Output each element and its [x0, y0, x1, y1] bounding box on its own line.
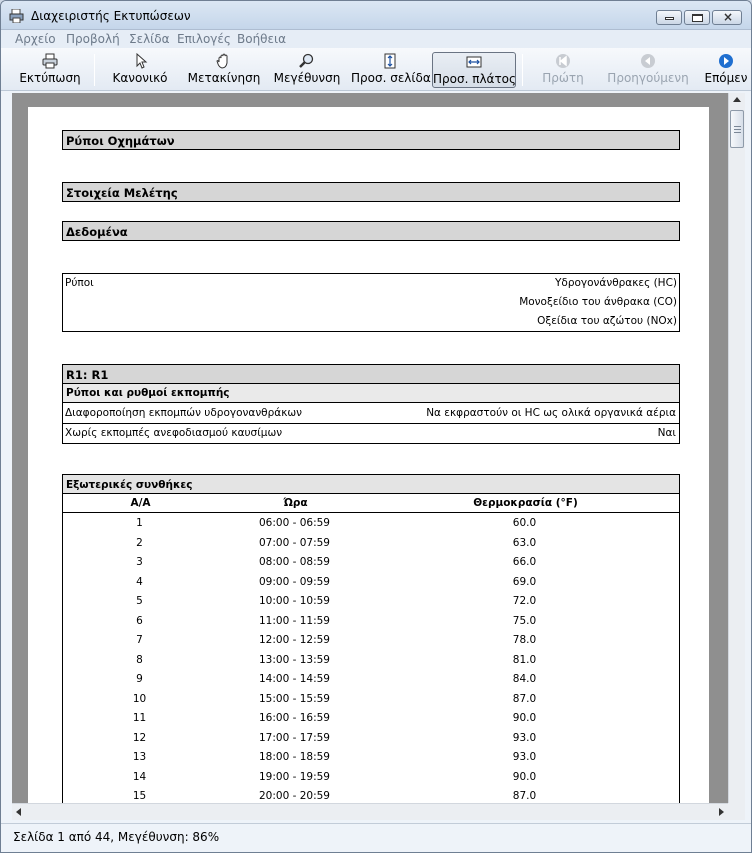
row-time: 18:00 - 18:59: [259, 751, 330, 763]
table-row: [62, 708, 680, 728]
previous-page-icon: [639, 53, 657, 69]
menu-bar: [1, 30, 751, 48]
row-index: 15: [132, 790, 147, 802]
table-row: [62, 630, 680, 650]
row-temperature: 90.0: [512, 712, 537, 724]
title-bar[interactable]: [1, 1, 751, 30]
minimize-button[interactable]: [656, 10, 682, 25]
menu-file[interactable]: Αρχείο: [15, 32, 56, 46]
no-refuel-row: [62, 423, 680, 444]
row-temperature: 72.0: [512, 595, 537, 607]
normal-button[interactable]: [105, 52, 175, 88]
row-index: 9: [136, 673, 143, 685]
table-row: [62, 650, 680, 670]
menu-view[interactable]: Προβολή: [66, 32, 120, 46]
row-time: 10:00 - 10:59: [259, 595, 330, 607]
row-index: 12: [132, 731, 147, 744]
status-bar: [1, 823, 751, 852]
toolbar: [1, 48, 751, 91]
print-button[interactable]: [13, 52, 87, 88]
scroll-up-arrow-icon[interactable]: [733, 97, 741, 102]
zoom-button[interactable]: [273, 52, 341, 88]
row-time: 13:00 - 13:59: [259, 653, 330, 666]
pollutants-box: [62, 273, 680, 332]
pollutant-item: Υδρογονάνθρακες (HC): [554, 277, 677, 289]
fit-page-label: Προσ. σελίδα: [351, 71, 431, 85]
row-index: 4: [136, 575, 143, 588]
close-button[interactable]: [712, 10, 742, 25]
menu-page[interactable]: Σελίδα: [129, 32, 170, 46]
row-index: 11: [132, 712, 147, 724]
pollutant-row: [63, 274, 679, 293]
row-time: 12:00 - 12:59: [259, 634, 330, 646]
no-refuel-label: Χωρίς εκπομπές ανεφοδιασμού καυσίμων: [65, 427, 283, 439]
row-index: 13: [132, 751, 147, 763]
first-page-label: Πρώτη: [542, 71, 584, 85]
row-time: 17:00 - 17:59: [259, 731, 330, 744]
vertical-scrollbar[interactable]: [728, 93, 745, 803]
scroll-left-arrow-icon[interactable]: [16, 808, 21, 816]
menu-help[interactable]: Βοήθεια: [237, 32, 286, 46]
fit-page-button[interactable]: [351, 52, 429, 88]
row-temperature: 87.0: [512, 790, 537, 802]
scroll-right-arrow-icon[interactable]: [719, 808, 724, 816]
data-section-header: Δεδομένα: [62, 221, 680, 241]
row-temperature: 60.0: [512, 517, 537, 529]
row-index: 10: [132, 692, 147, 705]
row-time: 11:00 - 11:59: [259, 614, 330, 627]
row-index: 8: [136, 653, 143, 666]
hc-differentiation-label: Διαφοροποίηση εκπομπών υδρογονανθράκων: [65, 407, 303, 419]
magnifier-icon: [298, 53, 316, 69]
row-time: 16:00 - 16:59: [259, 712, 330, 724]
printer-icon: [41, 53, 59, 69]
fit-width-icon: [465, 54, 483, 70]
next-page-icon: [717, 53, 735, 69]
table-header-row: [62, 494, 680, 513]
row-index: 1: [136, 517, 143, 529]
row-index: 7: [136, 634, 143, 646]
scrollbar-corner: [728, 803, 745, 820]
pollutant-item: Μονοξείδιο του άνθρακα (CO): [519, 296, 677, 308]
pan-button[interactable]: [187, 52, 261, 88]
maximize-icon: [692, 14, 703, 22]
previous-page-label: Προηγούμενη: [607, 71, 689, 85]
table-row: [62, 669, 680, 689]
close-icon: ×: [723, 10, 734, 24]
row-temperature: 93.0: [512, 731, 537, 744]
row-temperature: 75.0: [512, 614, 537, 627]
zoom-label: Μεγέθυνση: [273, 71, 341, 85]
fit-page-icon: [381, 53, 399, 69]
row-temperature: 87.0: [512, 692, 537, 705]
first-page-icon: [554, 53, 572, 69]
row-index: 14: [132, 770, 147, 783]
row-temperature: 78.0: [512, 634, 537, 646]
table-row: [62, 611, 680, 631]
menu-options[interactable]: Επιλογές: [177, 32, 231, 46]
pointer-arrow-icon: [131, 53, 149, 69]
row-temperature: 93.0: [512, 751, 537, 763]
row-index: 2: [136, 536, 143, 549]
toolbar-separator: [522, 54, 523, 86]
table-row: [62, 767, 680, 787]
printer-app-icon: [9, 9, 25, 23]
normal-label: Κανονικό: [112, 71, 168, 85]
table-row: [62, 786, 680, 803]
print-label: Εκτύπωση: [19, 71, 81, 85]
table-row: [62, 533, 680, 553]
horizontal-scrollbar[interactable]: [12, 803, 728, 820]
window-title: Διαχειριστής Εκτυπώσεων: [31, 9, 191, 23]
table-row: [62, 689, 680, 709]
row-time: 14:00 - 14:59: [259, 673, 330, 685]
pollutant-row: [63, 293, 679, 312]
hc-differentiation-value: Να εκφραστούν οι HC ως ολικά οργανικά αέρια: [426, 407, 676, 419]
row-index: 6: [136, 614, 143, 627]
row-time: 07:00 - 07:59: [259, 536, 330, 549]
previous-page-button[interactable]: [605, 52, 691, 88]
pan-label: Μετακίνηση: [187, 71, 261, 85]
row-temperature: 69.0: [512, 575, 537, 588]
table-row: [62, 728, 680, 748]
column-header-temperature: Θερμοκρασία (°F): [473, 497, 578, 509]
hc-differentiation-row: [62, 403, 680, 424]
external-conditions-header: Εξωτερικές συνθήκες: [62, 474, 680, 494]
fit-width-label: Προσ. πλάτος: [433, 72, 517, 86]
minimize-icon: [665, 17, 674, 20]
table-row: [62, 747, 680, 767]
row-temperature: 66.0: [512, 556, 537, 568]
row-index: 3: [136, 556, 143, 568]
table-row: [62, 591, 680, 611]
row-time: 06:00 - 06:59: [259, 517, 330, 529]
report-title: Ρύποι Οχημάτων: [62, 130, 680, 150]
table-row: [62, 572, 680, 592]
fit-width-button[interactable]: [432, 52, 516, 88]
pollutant-item: Οξείδια του αζώτου (NOx): [537, 315, 677, 327]
row-temperature: 81.0: [512, 653, 537, 666]
row-index: 5: [136, 595, 143, 607]
no-refuel-value: Ναι: [657, 427, 676, 439]
report-page: [28, 107, 709, 803]
row-time: 08:00 - 08:59: [259, 556, 330, 568]
column-header-time: Ώρα: [283, 497, 308, 509]
print-preview-area[interactable]: [12, 93, 728, 803]
pollutant-row: [63, 312, 679, 331]
row-time: 20:00 - 20:59: [259, 790, 330, 802]
row-temperature: 84.0: [512, 673, 537, 685]
toolbar-separator: [94, 54, 95, 86]
r1-section-header: R1: R1: [62, 364, 680, 384]
row-time: 19:00 - 19:59: [259, 770, 330, 783]
table-row: [62, 552, 680, 572]
study-section-header: Στοιχεία Μελέτης: [62, 182, 680, 202]
row-temperature: 90.0: [512, 770, 537, 783]
column-header-index: Α/Α: [130, 497, 151, 509]
row-temperature: 63.0: [512, 536, 537, 549]
row-time: 15:00 - 15:59: [259, 692, 330, 705]
row-time: 09:00 - 09:59: [259, 575, 330, 588]
table-row: [62, 513, 680, 533]
first-page-button[interactable]: [533, 52, 593, 88]
maximize-button[interactable]: [684, 10, 710, 25]
next-page-button[interactable]: [701, 52, 751, 88]
next-page-label: Επόμεν: [704, 71, 748, 85]
emissions-subheader: Ρύποι και ρυθμοί εκπομπής: [62, 384, 680, 403]
hand-icon: [215, 53, 233, 69]
pollutants-label: Ρύποι: [65, 277, 94, 289]
status-text: Σελίδα 1 από 44, Μεγέθυνση: 86%: [13, 830, 220, 844]
vertical-scroll-thumb[interactable]: [730, 110, 744, 148]
